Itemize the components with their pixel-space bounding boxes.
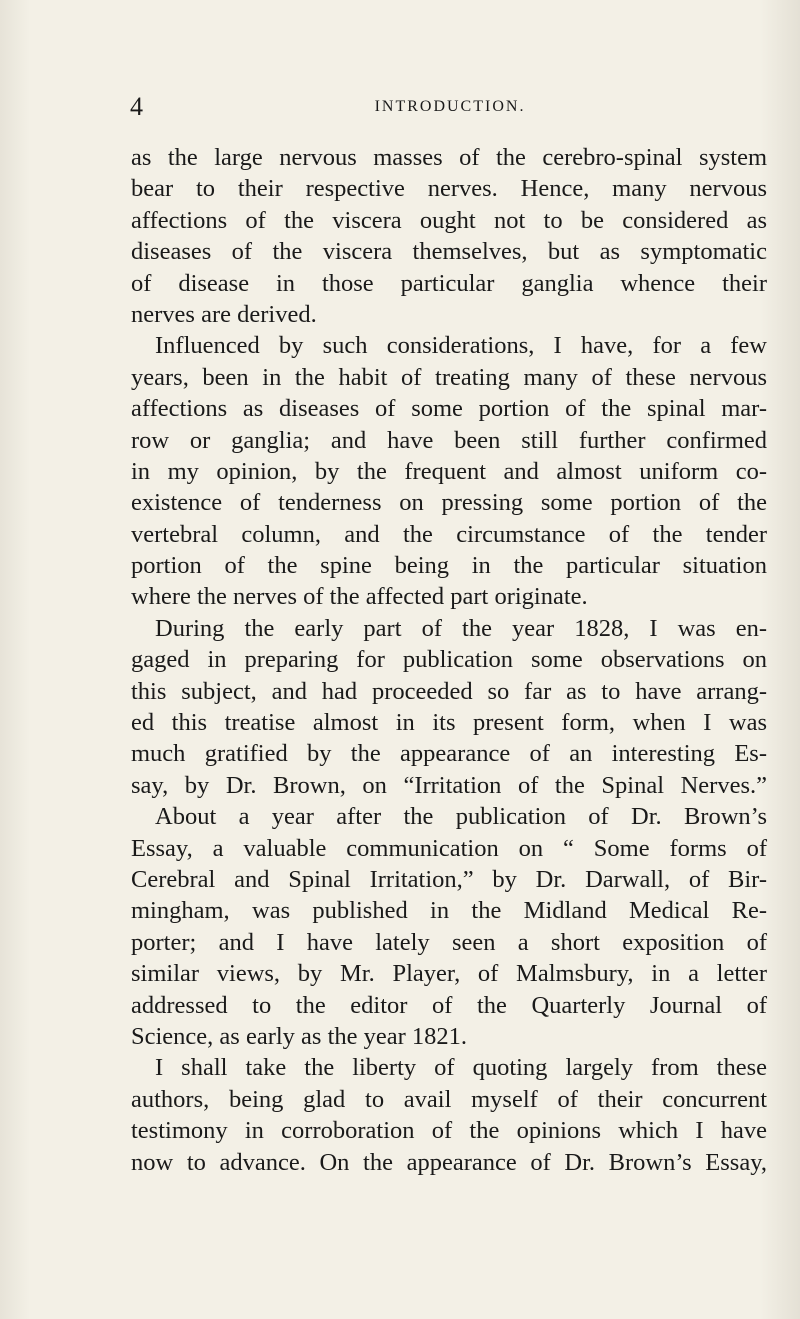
text-line: I shall take the liberty of quoting largely from these [155,1054,767,1082]
text-line: nerves are derived. [131,300,317,328]
body-text [131,142,767,1178]
text-line: portion of the spine being in the particular situation [131,552,767,580]
text-line: bear to their respective nerves. Hence, many nervous [131,175,767,203]
text-line: mingham, was published in the Midland Medical Re- [131,897,767,925]
text-line: addressed to the editor of the Quarterly Journal of [131,991,767,1019]
text-line: Essay, a valuable communication on “ Some forms of [131,834,767,862]
text-line: now to advance. On the appearance of Dr. Brown’s Essay, [131,1148,767,1176]
text-line: where the nerves of the affected part originate. [131,583,588,611]
text-line: row or ganglia; and have been still further confirmed [131,426,767,454]
text-line: Influenced by such considerations, I have, for a few [155,332,767,360]
text-line: About a year after the publication of Dr. Brown’s [155,803,767,831]
text-line: much gratified by the appearance of an interesting Es- [131,740,767,768]
text-line: porter; and I have lately seen a short exposition of [131,928,767,956]
text-line: this subject, and had proceeded so far as to have arrang- [131,677,767,705]
text-line: vertebral column, and the circumstance of the tender [131,520,767,548]
text-line: as the large nervous masses of the cerebro-spinal system [131,144,767,171]
page-number: 4 [130,92,143,121]
text-line: similar views, by Mr. Player, of Malmsbury, in a letter [131,960,767,988]
text-line: diseases of the viscera themselves, but as symptomatic [131,238,767,266]
text-line: Science, as early as the year 1821. [131,1022,468,1050]
text-line: years, been in the habit of treating many of these nervous [131,363,767,391]
text-line: authors, being glad to avail myself of their concurrent [131,1085,767,1113]
text-line: During the early part of the year 1828, I was en- [155,614,767,642]
running-head: INTRODUCTION. [374,98,526,115]
text-line: in my opinion, by the frequent and almost uniform co- [131,457,767,485]
text-line: say, by Dr. Brown, on “Irritation of the Spinal Nerves.” [131,771,767,799]
text-line: affections of the viscera ought not to be considered as [131,206,767,234]
text-line: gaged in preparing for publication some observations on [131,646,767,674]
text-line: testimony in corroboration of the opinions which I have [131,1117,767,1145]
text-line: of disease in those particular ganglia whence their [131,269,767,297]
text-line: affections as diseases of some portion of the spinal mar- [131,395,767,423]
page-header [130,92,770,122]
text-line: ed this treatise almost in its present form, when I was [131,709,767,737]
text-line: existence of tenderness on pressing some portion of the [131,489,767,517]
text-line: Cerebral and Spinal Irritation,” by Dr. Darwall, of Bir- [131,865,767,893]
